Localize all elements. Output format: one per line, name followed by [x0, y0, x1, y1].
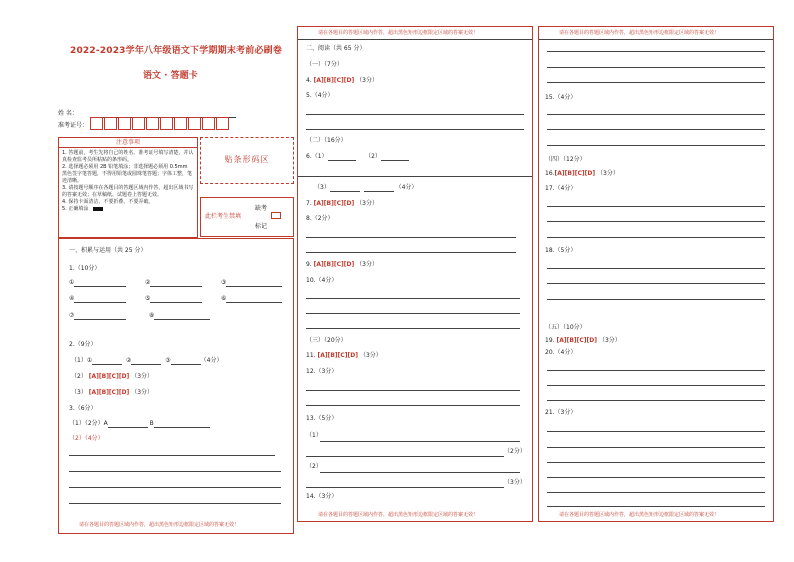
- q14-line-2[interactable]: [547, 67, 765, 68]
- q2-1-blank-b[interactable]: [131, 357, 161, 365]
- barcode-label: 贴条形码区: [224, 155, 270, 164]
- warning-top-2: 请在各题目的答题区域内作答，超出黑色矩形边框限定区域的答案无效！: [318, 30, 479, 36]
- q13-1-score: （2分）: [504, 448, 526, 455]
- q10-line-2[interactable]: [306, 313, 520, 314]
- section2-box: [297, 26, 533, 522]
- q19-options[interactable]: [A][B][C][D]: [556, 337, 598, 344]
- q9-score: （3分）: [356, 261, 378, 268]
- notice-title: 注意事项: [59, 138, 197, 148]
- blank-4[interactable]: [69, 295, 126, 303]
- q6-3-label: （3）: [314, 184, 330, 191]
- q13-1-row: [306, 432, 322, 440]
- q9-row: [306, 261, 378, 269]
- section2-title: 二、阅读（共 65 分）: [306, 45, 366, 52]
- blank-mark-7: ⑦: [69, 312, 75, 319]
- q2-1-blank-a[interactable]: [92, 357, 122, 365]
- q6-3-row: [314, 184, 417, 192]
- absent-label: 此栏考生禁填: [205, 213, 242, 220]
- q13-2-label: （2）: [306, 463, 322, 470]
- q17-line-2[interactable]: [547, 221, 765, 222]
- absent-checkbox[interactable]: [271, 212, 281, 219]
- q14-label: 14.（3分）: [306, 493, 338, 500]
- q20-line-1[interactable]: [547, 370, 765, 371]
- q2-1-row: [71, 357, 222, 365]
- blank-mark-8: ⑧: [149, 312, 155, 319]
- q20-line-3[interactable]: [547, 400, 765, 401]
- blank-6[interactable]: [221, 295, 282, 303]
- warning-bottom-3: 请在各题目的答题区域内作答，超出黑色矩形边框限定区域的答案无效！: [559, 512, 720, 518]
- q21-line-5[interactable]: [547, 492, 765, 493]
- q3-label: 3.（6分）: [69, 405, 97, 412]
- q3-2-line-2[interactable]: [69, 471, 281, 472]
- blank-mark-3: ③: [221, 279, 227, 286]
- q5-line-1[interactable]: [306, 114, 524, 115]
- q6-3-blank-b[interactable]: [364, 184, 394, 192]
- q16-label: 16.: [545, 170, 555, 177]
- notice-item-4: 4. 保持卡面清洁，不要折叠、不要弄破。: [62, 199, 154, 205]
- q2-3-score: （3分）: [131, 389, 154, 396]
- q2-1-score: （4分）: [200, 357, 223, 364]
- q3-1-blank-a[interactable]: [108, 420, 148, 428]
- q21-line-4[interactable]: [547, 477, 765, 478]
- q20-label: 20.（4分）: [545, 349, 577, 356]
- q21-label: 21.（3分）: [545, 409, 577, 416]
- q21-line-1[interactable]: [547, 431, 765, 432]
- q4-score: （3分）: [356, 77, 378, 84]
- q8-label: 8.（2分）: [306, 215, 334, 222]
- exam-title: 2022-2023学年八年级语文下学期期末考前必刷卷: [70, 46, 283, 56]
- q21-line-6[interactable]: [547, 506, 765, 507]
- notice-box: [58, 137, 198, 238]
- blank-mark-2: ②: [145, 279, 151, 286]
- card-title: 语文 · 答题卡: [143, 71, 198, 81]
- q19-label: 19.: [545, 337, 555, 344]
- blank-5[interactable]: [145, 295, 202, 303]
- absent-mark-label-2: 标记: [255, 223, 268, 230]
- name-label: 姓 名：: [58, 110, 78, 117]
- q3-1-blank-b[interactable]: [154, 420, 210, 428]
- q17-line-1[interactable]: [547, 206, 765, 207]
- q1-label: 1.（10分）: [69, 265, 101, 272]
- q2-3-options[interactable]: [A][B][C][D]: [88, 389, 130, 396]
- q13-2-line-1[interactable]: [320, 472, 520, 473]
- barcode-area: [200, 137, 294, 184]
- q6-label: 6.（1）: [306, 153, 328, 160]
- section3-box: [538, 26, 774, 522]
- q19-row: [545, 337, 621, 345]
- q11-row: [306, 352, 382, 360]
- q15-line-1[interactable]: [547, 114, 765, 115]
- q12-line-2[interactable]: [306, 405, 520, 406]
- fill-example-row: [59, 206, 197, 213]
- q7-row: [306, 200, 378, 208]
- q13-2-score: （3分）: [504, 479, 526, 486]
- q13-2-line-2[interactable]: [306, 487, 504, 488]
- blank-2[interactable]: [145, 279, 202, 287]
- notice-item-2: 2. 选择题必须用 2B 铅笔填涂；非选择题必须用 0.5mm 黑色签字笔答题，不得用铅笔或圆珠笔答题；字体工整，笔迹清晰。: [62, 164, 193, 184]
- q4-row: [306, 77, 378, 85]
- q2-1-label: （1）①: [71, 357, 93, 364]
- q6-3-score: （4分）: [395, 184, 418, 191]
- q6-blank-1[interactable]: [328, 153, 356, 161]
- q3-1-row: [69, 420, 210, 428]
- q6-2-label: （2）: [365, 153, 381, 160]
- q2-label: 2.（9分）: [69, 341, 97, 348]
- q13-label: 13.（5分）: [306, 415, 338, 422]
- q21-line-2[interactable]: [547, 447, 765, 448]
- absent-mark-label-1: 缺考: [255, 205, 268, 212]
- q2-2-options[interactable]: [A][B][C][D]: [88, 373, 130, 380]
- q2-1-blank-c[interactable]: [171, 357, 201, 365]
- q3-2-label: （2）（4分）: [69, 435, 104, 442]
- warning-bottom-2: 请在各题目的答题区域内作答，超出黑色矩形边框限定区域的答案无效！: [318, 512, 479, 518]
- warning-top-3: 请在各题目的答题区域内作答，超出黑色矩形边框限定区域的答案无效！: [559, 30, 720, 36]
- q2-1-mid: ②: [126, 357, 132, 364]
- q3-2-line-1[interactable]: [69, 455, 275, 456]
- q6-blank-2[interactable]: [381, 153, 409, 161]
- blank-mark-6: ⑥: [221, 295, 227, 302]
- q10-line-1[interactable]: [306, 298, 520, 299]
- q16-row: [545, 170, 619, 178]
- id-label: 准考证号：: [58, 122, 89, 129]
- q17-line-3[interactable]: [547, 237, 765, 238]
- q7-options[interactable]: [A][B][C][D]: [313, 200, 355, 207]
- q12-line-1[interactable]: [306, 390, 520, 391]
- blank-8[interactable]: [149, 312, 210, 320]
- q4-label: 4.: [306, 77, 312, 84]
- blank-1[interactable]: [69, 279, 126, 287]
- q11-score: （3分）: [359, 352, 382, 359]
- q18-line-3[interactable]: [547, 299, 765, 300]
- fill-example-label: 5. 正确填涂: [62, 206, 89, 212]
- q2-1-end: ③: [165, 357, 171, 364]
- sub3-label: （三）（20分）: [306, 337, 347, 344]
- blank-mark-4: ④: [69, 295, 75, 302]
- q2-2-row: [71, 373, 153, 381]
- q10-line-3[interactable]: [306, 328, 520, 329]
- q11-label: 11.: [306, 352, 316, 359]
- q21-line-3[interactable]: [547, 462, 765, 463]
- q3-1-b: B: [149, 420, 154, 427]
- notice-item-3: 3. 请按题号顺序在各题目的答题区域内作答，超出区域书写的答案无效；在草稿纸、试题卷上答题无效。: [62, 185, 194, 198]
- q2-2-score: （3分）: [131, 373, 154, 380]
- q6-3-blank-a[interactable]: [330, 184, 360, 192]
- q9-label: 9.: [306, 261, 312, 268]
- warning-bottom-1: 请在各题目的答题区域内作答，超出黑色矩形边框限定区域的答案无效！: [79, 522, 240, 528]
- q8-line-2[interactable]: [306, 252, 516, 253]
- q2-3-label: （3）: [71, 389, 87, 396]
- q15-line-2[interactable]: [547, 129, 765, 130]
- filled-mark-icon: [93, 207, 103, 211]
- q12-label: 12.（3分）: [306, 368, 338, 375]
- q16-options[interactable]: [A][B][C][D]: [554, 170, 596, 177]
- q7-label: 7.: [306, 200, 312, 207]
- blank-mark-1: ①: [69, 279, 75, 286]
- q8-line-1[interactable]: [306, 237, 516, 238]
- q4-options[interactable]: [A][B][C][D]: [313, 77, 355, 84]
- blank-3[interactable]: [221, 279, 282, 287]
- q2-2-label: （2）: [71, 373, 87, 380]
- section1-box: [58, 238, 294, 534]
- q3-2-line-3[interactable]: [69, 487, 281, 488]
- section1-title: 一、积累与运用（共 25 分）: [69, 247, 147, 254]
- q5-line-2[interactable]: [306, 129, 524, 130]
- blank-mark-5: ⑤: [145, 295, 151, 302]
- q15-label: 15.（4分）: [545, 94, 577, 101]
- q13-1-line-1[interactable]: [320, 441, 520, 442]
- blank-7[interactable]: [69, 312, 126, 320]
- q13-2-row: [306, 463, 322, 471]
- q13-1-line-2[interactable]: [306, 456, 504, 457]
- absent-box: [200, 197, 294, 237]
- id-grid[interactable]: [90, 117, 236, 133]
- sub5-label: （五）（10分）: [545, 324, 586, 331]
- q20-line-2[interactable]: [547, 385, 765, 386]
- notice-item-1: 1. 答题前，考生先将自己的姓名、准考证号填写清楚，并认真检查监考员所粘贴的条形码。: [62, 150, 194, 163]
- q2-3-row: [71, 389, 153, 397]
- q9-options[interactable]: [A][B][C][D]: [313, 261, 355, 268]
- q15-line-3[interactable]: [547, 145, 765, 146]
- sub4-label: （四）（12分）: [545, 156, 586, 163]
- q10-label: 10.（4分）: [306, 277, 338, 284]
- q6-row: [306, 153, 409, 161]
- q13-1-label: （1）: [306, 432, 322, 439]
- q18-label: 18.（5分）: [545, 247, 577, 254]
- sub1-label: （一）（7分）: [306, 61, 343, 68]
- q18-line-2[interactable]: [547, 283, 765, 284]
- sub2-label: （二）（16分）: [306, 137, 347, 144]
- q18-line-1[interactable]: [547, 268, 765, 269]
- q11-options[interactable]: [A][B][C][D]: [317, 352, 359, 359]
- q16-score: （3分）: [597, 170, 619, 177]
- q14-line-3[interactable]: [547, 82, 765, 83]
- q3-1-label: （1）（2分）A: [69, 420, 108, 427]
- q19-score: （3分）: [598, 337, 621, 344]
- q3-2-line-4[interactable]: [69, 503, 281, 504]
- q5-label: 5.（4分）: [306, 92, 334, 99]
- q17-label: 17.（4分）: [545, 185, 577, 192]
- q14-line-1[interactable]: [547, 51, 765, 52]
- q7-score: （3分）: [356, 200, 378, 207]
